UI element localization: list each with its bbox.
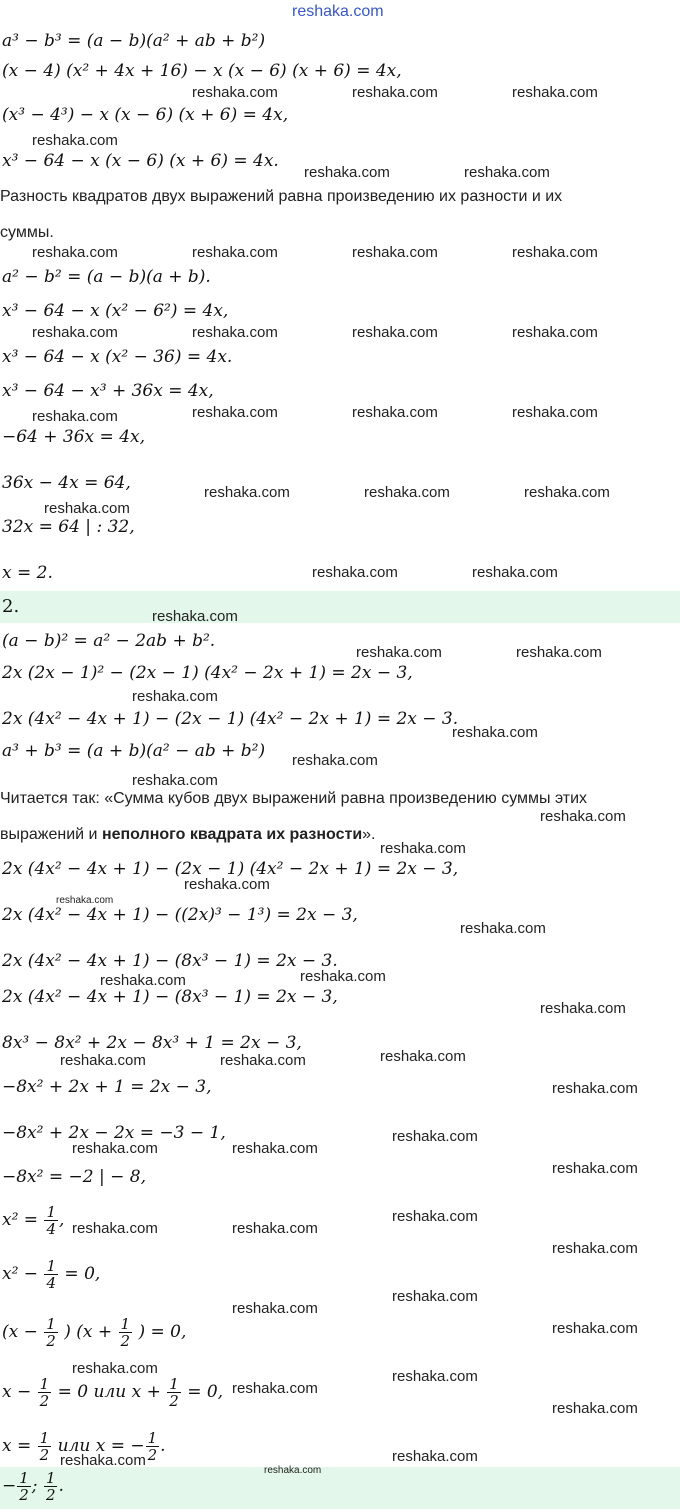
watermark-text: reshaka.com: [132, 772, 218, 789]
watermark-text: reshaka.com: [152, 608, 238, 625]
equation-line: x³ − 64 − x (x² − 6²) = 4x,: [2, 301, 229, 321]
watermark-text: reshaka.com: [460, 920, 546, 937]
equation-line: 2x (4x² − 4x + 1) − (2x − 1) (4x² − 2x + 1) = 2x − 3,: [2, 859, 459, 879]
watermark-text: reshaka.com: [60, 1452, 146, 1469]
watermark-text: reshaka.com: [512, 404, 598, 421]
watermark-text: reshaka.com: [32, 408, 118, 425]
result-line: x = 2.: [2, 563, 53, 583]
watermark-text: reshaka.com: [192, 404, 278, 421]
watermark-text: reshaka.com: [380, 1048, 466, 1065]
watermark-text: reshaka.com: [352, 404, 438, 421]
explanation-text: Разность квадратов двух выражений равна произведению их разности и их: [0, 188, 563, 205]
equation-line: x³ − 64 − x (x − 6) (x + 6) = 4x.: [2, 151, 279, 171]
equation-line: −8x² + 2x + 1 = 2x − 3,: [2, 1077, 212, 1097]
watermark-text: reshaka.com: [552, 1320, 638, 1337]
watermark-text: reshaka.com: [220, 1052, 306, 1069]
equation-line: 2x (2x − 1)² − (2x − 1) (4x² − 2x + 1) = 2x − 3,: [2, 663, 413, 683]
square-difference-formula: (a − b)² = a² − 2ab + b².: [2, 631, 216, 651]
equation-line: −8x² = −2 | − 8,: [2, 1167, 146, 1187]
equation-line: 2x (4x² − 4x + 1) − (2x − 1) (4x² − 2x + 1) = 2x − 3.: [2, 709, 459, 729]
equation-line: 8x³ − 8x² + 2x − 8x³ + 1 = 2x − 3,: [2, 1033, 302, 1053]
watermark-text: reshaka.com: [392, 1208, 478, 1225]
equation-line: 2x (4x² − 4x + 1) − (8x³ − 1) = 2x − 3.: [2, 951, 338, 971]
watermark-text: reshaka.com: [72, 1140, 158, 1157]
fraction: $\frac{1}{2}$: [169, 1375, 179, 1410]
watermark-text: reshaka.com: [356, 644, 442, 661]
fraction: $\frac{1}{2}$: [39, 1375, 50, 1410]
watermark-text: reshaka.com: [72, 1360, 158, 1377]
watermark-text: reshaka.com: [232, 1300, 318, 1317]
watermark-text: reshaka.com: [132, 688, 218, 705]
watermark-text: reshaka.com: [264, 1465, 322, 1476]
watermark-text: reshaka.com: [56, 895, 114, 906]
square-difference-formula: a² − b² = (a − b)(a + b).: [2, 267, 211, 287]
equation-line: −64 + 36x = 4x,: [2, 427, 146, 447]
equation-line: (x − $\frac{1}{2}$ ) (x + $\frac{1}{2}$ ) = 0,: [2, 1315, 187, 1350]
equation-line: (x − 4) (x² + 4x + 16) − x (x − 6) (x + 6) = 4x,: [2, 61, 402, 81]
watermark-text: reshaka.com: [392, 1448, 478, 1465]
fraction: $\frac{1}{2}$: [19, 1469, 29, 1504]
cube-difference-formula: a³ − b³ = (a − b)(a² + ab + b²): [2, 31, 266, 51]
watermark-text: reshaka.com: [552, 1240, 638, 1257]
equation-line: x³ − 64 − x³ + 36x = 4x,: [2, 381, 214, 401]
watermark-text: reshaka.com: [32, 132, 118, 149]
watermark-text: reshaka.com: [304, 164, 390, 181]
watermark-text: reshaka.com: [192, 244, 278, 261]
fraction: $\frac{1}{2}$: [147, 1429, 158, 1464]
watermark-text: reshaka.com: [552, 1080, 638, 1097]
watermark-text: reshaka.com: [516, 644, 602, 661]
watermark-text: reshaka.com: [100, 972, 186, 989]
result-line: x = $\frac{1}{2}$ или x = − $\frac{1}{2}$ .: [2, 1429, 166, 1464]
watermark-text: reshaka.com: [552, 1400, 638, 1417]
watermark-text: reshaka.com: [392, 1128, 478, 1145]
watermark-text: reshaka.com: [452, 724, 538, 741]
watermark-text: reshaka.com: [204, 484, 290, 501]
watermark-text: reshaka.com: [552, 1160, 638, 1177]
equation-line: x − $\frac{1}{2}$ = 0 или x + $\frac{1}{2}$ = 0,: [2, 1375, 224, 1410]
watermark-text: reshaka.com: [72, 1220, 158, 1237]
equation-line: 36x − 4x = 64,: [2, 473, 131, 493]
watermark-text: reshaka.com: [512, 244, 598, 261]
watermark-text: reshaka.com: [292, 752, 378, 769]
watermark-text: reshaka.com: [352, 324, 438, 341]
watermark-text: reshaka.com: [32, 244, 118, 261]
equation-line: 2x (4x² − 4x + 1) − ((2x)³ − 1³) = 2x − 3,: [2, 905, 358, 925]
watermark-text: reshaka.com: [524, 484, 610, 501]
answer-band: [0, 1467, 680, 1509]
watermark-text: reshaka.com: [192, 324, 278, 341]
watermark-text: reshaka.com: [184, 876, 270, 893]
watermark-text: reshaka.com: [44, 500, 130, 517]
watermark-text: reshaka.com: [472, 564, 558, 581]
watermark-text: reshaka.com: [232, 1220, 318, 1237]
fraction: $\frac{1}{2}$: [45, 1469, 56, 1504]
watermark-text: reshaka.com: [60, 1052, 146, 1069]
watermark-text: reshaka.com: [464, 164, 550, 181]
fraction: $\frac{1}{4}$: [46, 1203, 57, 1238]
explanation-text: Читается так: «Сумма кубов двух выражений равна произведению суммы этих: [0, 790, 588, 807]
watermark-text: reshaka.com: [540, 1000, 626, 1017]
watermark-text: reshaka.com: [32, 324, 118, 341]
watermark-text: reshaka.com: [312, 564, 398, 581]
section-band: [0, 591, 680, 623]
watermark-text: reshaka.com: [364, 484, 450, 501]
equation-line: x² = $\frac{1}{4}$ ,: [2, 1203, 65, 1238]
answer-line: − $\frac{1}{2}$ ; $\frac{1}{2}$ .: [2, 1469, 64, 1504]
fraction: $\frac{1}{2}$: [39, 1429, 50, 1464]
watermark-text: reshaka.com: [232, 1140, 318, 1157]
fraction: $\frac{1}{4}$: [46, 1257, 57, 1292]
watermark-text: reshaka.com: [540, 808, 626, 825]
watermark-text: reshaka.com: [392, 1368, 478, 1385]
watermark-text: reshaka.com: [232, 1380, 318, 1397]
watermark-text: reshaka.com: [380, 840, 466, 857]
watermark-text: reshaka.com: [512, 84, 598, 101]
fraction: $\frac{1}{2}$: [46, 1315, 56, 1350]
watermark-text: reshaka.com: [192, 84, 278, 101]
watermark-text: reshaka.com: [512, 324, 598, 341]
watermark-text: reshaka.com: [392, 1288, 478, 1305]
watermark-text: reshaka.com: [352, 84, 438, 101]
equation-line: x³ − 64 − x (x² − 36) = 4x.: [2, 347, 233, 367]
watermark-text: reshaka.com: [352, 244, 438, 261]
equation-line: x² − $\frac{1}{4}$ = 0,: [2, 1257, 101, 1292]
equation-line: 2x (4x² − 4x + 1) − (8x³ − 1) = 2x − 3,: [2, 987, 338, 1007]
site-watermark: reshaka.com: [292, 3, 384, 20]
bold-term: неполного квадрата их разности: [101, 826, 363, 843]
fraction: $\frac{1}{2}$: [120, 1315, 131, 1350]
section-number: 2.: [2, 596, 20, 617]
cube-sum-formula: a³ + b³ = (a + b)(a² − ab + b²): [2, 741, 266, 761]
equation-line: 32x = 64 | : 32,: [2, 517, 135, 537]
equation-line: −8x² + 2x − 2x = −3 − 1,: [2, 1123, 226, 1143]
watermark-text: reshaka.com: [300, 968, 386, 985]
equation-line: (x³ − 4³) − x (x − 6) (x + 6) = 4x,: [2, 105, 289, 125]
explanation-text: суммы.: [0, 224, 54, 241]
explanation-text: выражений и неполного квадрата их разности».: [0, 826, 376, 843]
